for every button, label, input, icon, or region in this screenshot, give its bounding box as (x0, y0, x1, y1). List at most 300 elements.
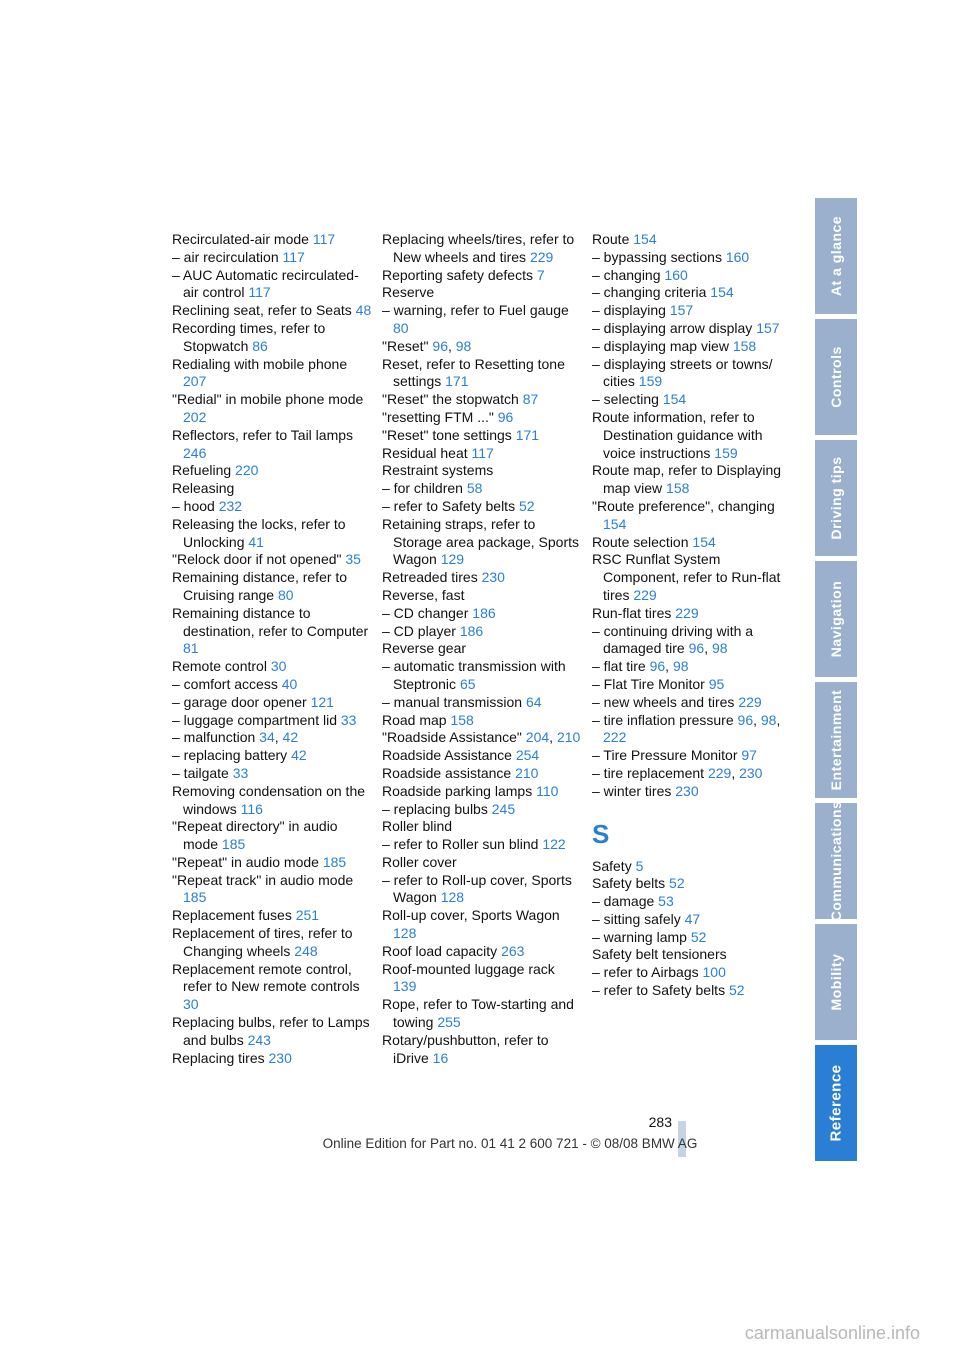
page-reference-link[interactable]: 52 (518, 497, 535, 514)
index-entry (592, 783, 792, 801)
section-tab-communications[interactable] (815, 800, 857, 922)
index-entry-text: – hood (172, 497, 219, 514)
section-tab-label: Navigation (828, 580, 844, 658)
index-entry-text: – CD changer (382, 604, 473, 621)
page-reference-link[interactable]: 185 (221, 836, 246, 853)
page-reference-link[interactable]: 159 (638, 373, 663, 390)
page-reference-link[interactable]: 98 (672, 658, 689, 675)
page-reference-link[interactable]: 97 (741, 747, 757, 764)
index-entry-text: – refer to Safety belts (592, 982, 729, 999)
index-entry (172, 356, 372, 392)
page-reference-link[interactable]: 246 (183, 444, 207, 461)
index-entry (172, 462, 372, 480)
page-reference-link[interactable]: 158 (666, 480, 690, 497)
index-entry-text: – garage door opener (172, 693, 311, 710)
index-entry (382, 1032, 582, 1068)
index-entry-text: Roof load capacity (382, 942, 502, 959)
page-reference-link[interactable]: 128 (440, 889, 465, 906)
section-tab-label: Communications (828, 800, 844, 922)
index-entry (172, 676, 372, 694)
index-entry-text: "Repeat track" in audio mode (172, 871, 354, 888)
index-column-3 (592, 231, 792, 1000)
index-entry (172, 872, 372, 908)
index-entry-text: – refer to Roller sun blind (382, 836, 543, 853)
page-reference-link[interactable]: 185 (322, 853, 347, 870)
page-reference-link[interactable]: 98 (711, 640, 728, 657)
index-entry (592, 964, 792, 982)
index-entry (172, 1014, 372, 1050)
index-entry (382, 623, 582, 641)
index-entry (172, 231, 372, 249)
index-entry (382, 943, 582, 961)
index-entry-text: Roadside parking lamps (382, 782, 537, 799)
index-entry-text: – AUC Automatic recirculated-air control (172, 266, 359, 301)
section-tab-label: Driving tips (828, 456, 844, 540)
index-entry (382, 907, 582, 943)
index-entry-text: – displaying map view (592, 337, 733, 354)
index-entry (382, 267, 582, 285)
index-entry-text: – tire inflation pressure (592, 711, 738, 728)
index-entry (592, 929, 792, 947)
index-entry-text: "Reset" tone settings (382, 426, 516, 443)
index-entry: "Reset" 96, 98 (382, 337, 472, 354)
index-entry-text: Rope, refer to Tow-starting and towing (382, 996, 574, 1031)
page-reference-link[interactable]: 160 (725, 248, 750, 265)
page-reference-link[interactable]: 254 (515, 747, 540, 764)
index-entry (592, 551, 792, 604)
index-entry (382, 996, 582, 1032)
index-entry-text: Recirculated-air mode (172, 231, 313, 247)
index-entry (172, 854, 372, 872)
page-reference-link[interactable]: 158 (450, 711, 474, 728)
watermark: carmanualsonline.info (744, 1323, 920, 1343)
index-entry (172, 249, 372, 267)
index-entry-text: – Flat Tire Monitor (592, 675, 709, 692)
page-reference-link[interactable]: 98 (455, 337, 472, 354)
index-entry (382, 427, 582, 445)
page-reference-link[interactable]: 154 (662, 391, 687, 408)
index-entry-text: Reclining seat, refer to Seats (172, 302, 356, 319)
index-entry-text: – tailgate (172, 764, 233, 781)
index-entry-text: Restraint systems (382, 462, 494, 479)
page-reference-link[interactable]: 52 (669, 875, 685, 892)
page-reference-link[interactable]: 121 (310, 693, 334, 710)
index-entry (592, 267, 792, 285)
page-reference-link[interactable]: 186 (459, 622, 484, 639)
page-reference-link[interactable]: 48 (355, 302, 372, 319)
index-entry: – malfunction 34, 42 (172, 729, 299, 746)
index-entry: "Roadside Assistance" 204, 210 (382, 729, 581, 746)
page-reference-link[interactable]: 86 (252, 337, 268, 354)
index-entry-text: RSC Runflat System Component, refer to Run-flat tires (592, 551, 781, 603)
index-entry-text: Reflectors, refer to Tail lamps (172, 426, 354, 443)
index-entry-text: Roof-mounted luggage rack (382, 960, 555, 977)
section-tab-controls[interactable] (815, 319, 857, 435)
page-reference-link[interactable]: 52 (728, 982, 745, 999)
index-entry-text: – changing criteria (592, 284, 711, 301)
index-entry-text: – displaying streets or towns/ cities (592, 355, 773, 390)
index-entry-text: Releasing (172, 480, 235, 497)
page-number: 283 (648, 1114, 672, 1130)
index-entry (172, 427, 372, 463)
index-entry-text: – CD player (382, 622, 460, 639)
section-tab-navigation[interactable] (815, 561, 857, 677)
index-entry (382, 712, 582, 730)
page-reference-link[interactable]: 185 (183, 889, 207, 906)
index-entry (592, 391, 792, 409)
index-entry-text: Roll-up cover, Sports Wagon (382, 907, 560, 924)
page-reference-link[interactable]: 229 (633, 586, 657, 603)
index-entry-text: – new wheels and tires (592, 693, 739, 710)
index-entry-text: – tire replacement (592, 764, 708, 781)
index-entry (592, 946, 792, 964)
page-reference-link[interactable]: 42 (282, 729, 299, 746)
index-column-1 (172, 231, 372, 1067)
page-reference-link[interactable]: 42 (291, 747, 307, 764)
index-entry (382, 783, 582, 801)
index-entry (172, 694, 372, 712)
page-reference-link[interactable]: 154 (710, 284, 734, 301)
index-entry (382, 872, 582, 908)
page-reference-link[interactable]: 248 (294, 942, 318, 959)
page-reference-link[interactable]: 230 (268, 1049, 292, 1066)
index-entry (172, 747, 372, 765)
section-tabs (815, 198, 857, 1166)
page-reference-link[interactable]: 117 (471, 444, 494, 461)
page-reference-link[interactable]: 154 (633, 231, 657, 247)
page-reference-link[interactable]: 171 (445, 373, 469, 390)
index-entry-text: Replacing wheels/tires, refer to New wheels and tires (382, 231, 575, 265)
index-column-2 (382, 231, 582, 1067)
page-reference-link[interactable]: 65 (459, 675, 476, 692)
page-reference-link[interactable]: 232 (218, 497, 243, 514)
page-reference-link[interactable]: 96 (649, 658, 666, 675)
page-reference-link[interactable]: 96 (497, 408, 514, 425)
index-entry (592, 409, 792, 462)
page-reference-link[interactable]: 159 (714, 444, 738, 461)
page-reference-link[interactable]: 243 (247, 1031, 271, 1048)
index-entry (382, 356, 582, 392)
index-entry-text: Remaining distance to destination, refer to Computer (172, 604, 369, 639)
index-entry-text: Retreaded tires (382, 569, 482, 586)
index-entry (382, 694, 582, 712)
index-entry-text: – damage (592, 893, 659, 910)
index-entry-text: "Roadside Assistance" (382, 729, 526, 746)
page-reference-link[interactable]: 251 (295, 907, 320, 924)
page-reference-link[interactable]: 34 (259, 729, 275, 746)
index-entry (382, 658, 582, 694)
index-entry-text: – selecting (592, 391, 663, 408)
index-entry (172, 961, 372, 1014)
index-entry (382, 836, 582, 854)
index-entry (382, 961, 582, 997)
index-entry-text: Removing condensation on the windows (172, 782, 366, 817)
index-entry (382, 391, 582, 409)
footer-text: Online Edition for Part no. 01 41 2 600 721 - © 08/08 BMW AG (322, 1136, 698, 1151)
index-entry (382, 462, 582, 480)
index-entry: – continuing driving with a damaged tire 96, 98 (592, 622, 754, 657)
index-entry-text: Replacement of tires, refer to Changing wheels (172, 925, 353, 959)
index-entry (172, 516, 372, 552)
index-entry (172, 267, 372, 303)
page-reference-link[interactable]: 64 (525, 693, 542, 710)
index-entry-text: – luggage compartment lid (172, 711, 341, 728)
section-tab-label: Controls (828, 346, 844, 408)
page-reference-link[interactable]: 154 (692, 533, 716, 550)
index-entry-text: Route map, refer to Displaying map view (592, 462, 782, 497)
index-entry-text: Safety belt tensioners (592, 946, 727, 963)
index-entry-text: Route information, refer to Destination guidance with voice instructions (592, 408, 763, 461)
index-entry (382, 569, 582, 587)
page-reference-link[interactable]: 202 (183, 408, 207, 425)
index-entry (172, 498, 372, 516)
index-entry (172, 783, 372, 819)
index-entry (592, 356, 792, 392)
page-reference-link[interactable]: 5 (635, 857, 644, 874)
index-entry-text: Reserve (382, 284, 435, 301)
index-entry-text: "Reset" (382, 337, 433, 354)
index-entry (382, 516, 582, 569)
page-reference-link[interactable]: 210 (556, 729, 581, 746)
index-entry (592, 338, 792, 356)
index-entry (382, 801, 582, 819)
index-entry-text: Rotary/pushbutton, refer to iDrive (382, 1031, 549, 1066)
index-entry-text: – Tire Pressure Monitor (592, 747, 742, 764)
index-entry (172, 302, 372, 320)
index-entry-text: – refer to Airbags (592, 964, 703, 981)
page-reference-link[interactable]: 116 (240, 800, 263, 817)
section-tab-entertainment[interactable] (815, 682, 857, 798)
index-entry (172, 320, 372, 356)
page-reference-link[interactable]: 7 (536, 266, 545, 283)
index-entry-text: Replacing bulbs, refer to Lamps and bulbs (172, 1014, 370, 1048)
index-entry-text: – warning lamp (592, 928, 691, 945)
index-entry (382, 747, 582, 765)
index-entry-text: Safety (592, 857, 636, 874)
index-entry (172, 765, 372, 783)
index-entry-text: Releasing the locks, refer to Unlocking (172, 515, 346, 550)
section-tab-label: Mobility (828, 953, 844, 1011)
index-entry-text: Replacement fuses (172, 907, 296, 924)
page-reference-link[interactable]: 40 (281, 675, 298, 692)
index-entry-text: Roller cover (382, 853, 457, 870)
index-entry-text: Refueling (172, 462, 236, 479)
index-entry (172, 551, 372, 569)
index-entry-text: Remote control (172, 658, 271, 675)
index-entry-text: Retaining straps, refer to Storage area package, Sports Wagon (382, 515, 580, 568)
index-entry-text: – bypassing sections (592, 248, 726, 265)
index-entry (592, 320, 792, 338)
section-tab-at-a-glance[interactable] (815, 198, 857, 314)
page-reference-link[interactable]: 204 (525, 729, 550, 746)
index-entry-text: "Repeat" in audio mode (172, 853, 323, 870)
page-reference-link[interactable]: 117 (312, 231, 336, 247)
index-entry (382, 605, 582, 623)
index-entry (592, 875, 792, 893)
page-reference-link[interactable]: 157 (756, 319, 780, 336)
page-reference-link[interactable]: 171 (515, 426, 540, 443)
page-reference-link[interactable]: 53 (658, 893, 674, 910)
index-entry (592, 498, 792, 534)
page-reference-link[interactable]: 33 (232, 764, 249, 781)
index-entry-text: Roadside Assistance (382, 747, 516, 764)
page-reference-link[interactable]: 160 (664, 266, 688, 283)
index-entry-text: Reverse gear (382, 640, 467, 657)
index-entry-text: – continuing driving with a damaged tire (592, 622, 754, 657)
index-entry-text: – refer to Safety belts (382, 497, 519, 514)
page-reference-link[interactable]: 158 (732, 337, 757, 354)
index-entry (172, 658, 372, 676)
section-tab-driving-tips[interactable] (815, 440, 857, 556)
page-reference-link[interactable]: 16 (432, 1049, 449, 1066)
page-reference-link[interactable]: 128 (393, 925, 417, 942)
page-reference-link[interactable]: 58 (466, 480, 483, 497)
index-entry (172, 480, 372, 498)
index-entry (382, 587, 582, 605)
index-entry (382, 818, 582, 836)
index-entry (382, 640, 582, 658)
index-entry: – tire inflation pressure 96, 98, 222 (592, 711, 781, 746)
page-reference-link[interactable]: 98 (760, 711, 777, 728)
index-entry-text: "Route preference", changing (592, 497, 775, 514)
page-reference-link[interactable]: 154 (603, 515, 627, 532)
page-reference-link[interactable]: 110 (536, 782, 559, 799)
index-entry-text: – sitting safely (592, 910, 685, 927)
page-reference-link[interactable]: 30 (270, 658, 287, 675)
page-reference-link[interactable]: 87 (522, 391, 539, 408)
page-reference-link[interactable]: 229 (675, 604, 699, 621)
index-entry-text: Residual heat (382, 444, 472, 461)
index-entry-text: Safety belts (592, 875, 670, 892)
index-entry-text: Road map (382, 711, 451, 728)
index-entry (382, 854, 582, 872)
index-entry: – flat tire 96, 98 (592, 658, 689, 675)
index-entry-text: – winter tires (592, 782, 676, 799)
page-reference-link[interactable]: 35 (345, 551, 361, 568)
index-entry-text: Recording times, refer to Stopwatch (172, 319, 326, 354)
page-reference-link[interactable]: 255 (437, 1014, 461, 1031)
index-entry (592, 302, 792, 320)
page-reference-link[interactable]: 96 (432, 337, 448, 354)
page-reference-link[interactable]: 230 (481, 569, 505, 586)
page-reference-link[interactable]: 95 (708, 675, 725, 692)
index-entry (382, 765, 582, 783)
index-entry (592, 982, 792, 1000)
index-entry (592, 893, 792, 911)
page-reference-link[interactable]: 210 (515, 764, 539, 781)
index-entry-text: "resetting FTM ..." (382, 408, 498, 425)
page-reference-link[interactable]: 47 (684, 910, 701, 927)
page-reference-link[interactable]: 33 (340, 711, 357, 728)
index-entry-text: Redialing with mobile phone (172, 355, 348, 372)
index-entry-text: – warning, refer to Fuel gauge (382, 302, 569, 319)
index-entry-text: Remaining distance, refer to Cruising range (172, 569, 348, 603)
page-reference-link[interactable]: 80 (393, 319, 409, 336)
index-entry (592, 462, 792, 498)
page-reference-link[interactable]: 229 (738, 693, 762, 710)
page-reference-link[interactable]: 30 (183, 996, 199, 1013)
page-reference-link[interactable]: 52 (690, 928, 707, 945)
index-entry-text: – flat tire (592, 658, 650, 675)
index-entry-text: – malfunction (172, 729, 260, 746)
index-entry (592, 676, 792, 694)
index-entry (172, 569, 372, 605)
section-tab-label: Entertainment (828, 689, 844, 791)
page-reference-link[interactable]: 81 (183, 640, 199, 657)
index-entry (172, 925, 372, 961)
index-entry-text: – automatic transmission with Steptronic (382, 658, 566, 692)
index-entry (592, 284, 792, 302)
index-entry-text: Run-flat tires (592, 604, 676, 621)
index-entry (172, 907, 372, 925)
page-reference-link[interactable]: 117 (282, 248, 305, 265)
index-entry-text: – displaying arrow display (592, 319, 757, 336)
index-entry-text: – replacing bulbs (382, 800, 492, 817)
index-entry (592, 231, 792, 249)
page-reference-link[interactable]: 245 (491, 800, 516, 817)
page-reference-link[interactable]: 96 (737, 711, 754, 728)
index-entry-text: "Repeat directory" in audio mode (172, 818, 338, 853)
index-entry (592, 911, 792, 929)
page-reference-link[interactable]: 139 (393, 978, 417, 995)
page-reference-link[interactable]: 96 (688, 640, 705, 657)
index-entry-text: Route (592, 231, 634, 247)
index-entry (382, 284, 582, 302)
index-entry-text: "Redial" in mobile phone mode (172, 391, 364, 408)
index-entry (172, 712, 372, 730)
page-reference-link[interactable]: 230 (739, 764, 763, 781)
page-reference-link[interactable]: 186 (472, 604, 496, 621)
page-reference-link[interactable]: 157 (669, 302, 694, 319)
index-entry-text: Roadside assistance (382, 764, 516, 781)
index-entry (382, 231, 582, 267)
index-entry-text: Replacement remote control, refer to New remote controls (172, 960, 360, 995)
index-entry-text: "Reset" the stopwatch (382, 391, 523, 408)
page-reference-link[interactable]: 220 (235, 462, 259, 479)
index-entry-text: Roller blind (382, 818, 453, 835)
page-reference-link[interactable]: 41 (248, 533, 264, 550)
index-letter-heading: S (592, 818, 610, 849)
index-entry-text: – refer to Roll-up cover, Sports Wagon (382, 871, 572, 906)
page-reference-link[interactable]: 207 (183, 373, 207, 390)
page-reference-link[interactable]: 229 (529, 248, 554, 265)
page-reference-link[interactable]: 129 (440, 551, 465, 568)
index-entry-text: – air recirculation (172, 248, 283, 265)
index-entry (592, 694, 792, 712)
page-reference-link[interactable]: 80 (277, 586, 294, 603)
index-entry-text: Reverse, fast (382, 586, 465, 603)
index-entry-text: – replacing battery (172, 747, 292, 764)
page-reference-link[interactable]: 122 (542, 836, 566, 853)
index-entry (592, 249, 792, 267)
index-entry (592, 747, 792, 765)
section-tab-label: Reference (827, 1064, 845, 1142)
page-reference-link[interactable]: 263 (501, 942, 525, 959)
index-entry-text: Route selection (592, 533, 693, 550)
index-entry (382, 445, 582, 463)
index-entry (382, 302, 582, 338)
index-entry-text: – manual transmission (382, 693, 526, 710)
page-reference-link[interactable]: 117 (248, 284, 271, 301)
page-reference-link[interactable]: 229 (707, 764, 732, 781)
page-reference-link[interactable]: 230 (675, 782, 699, 799)
page-reference-link[interactable]: 222 (603, 729, 627, 746)
page-reference-link[interactable]: 100 (702, 964, 726, 981)
index-entry (172, 818, 372, 854)
index-entry: – tire replacement 229, 230 (592, 764, 763, 781)
index-entry (382, 409, 582, 427)
section-tab-mobility[interactable] (815, 924, 857, 1040)
